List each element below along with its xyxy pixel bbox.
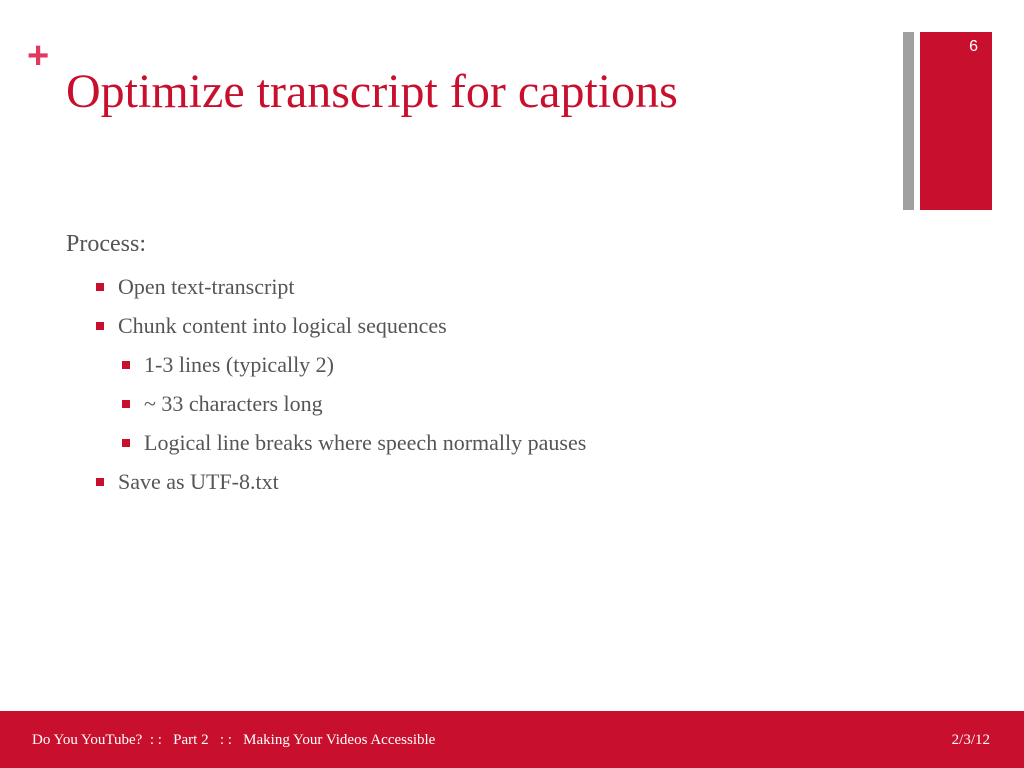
bullet-icon <box>122 361 130 369</box>
bullet-icon <box>96 283 104 291</box>
list-item: 1-3 lines (typically 2) <box>144 352 335 377</box>
slide-number-box <box>920 32 992 210</box>
footer-date: 2/3/12 <box>951 732 990 748</box>
footer-bar <box>0 711 1024 768</box>
list-item: ~ 33 characters long <box>144 391 323 416</box>
list-item: Open text-transcript <box>118 274 295 299</box>
footer-text: Do You YouTube? : : Part 2 : : Making Your Videos Accessible <box>32 732 436 748</box>
list-item: Save as UTF-8.txt <box>118 469 279 494</box>
plus-icon: + <box>27 35 50 77</box>
list-item: Chunk content into logical sequences <box>118 313 447 338</box>
list-item: Logical line breaks where speech normally pauses <box>144 430 587 455</box>
bullet-icon <box>96 322 104 330</box>
process-heading: Process: <box>66 231 146 257</box>
slide-title: Optimize transcript for captions <box>66 65 678 118</box>
decorative-bar <box>903 32 914 210</box>
bullet-icon <box>122 439 130 447</box>
bullet-icon <box>96 478 104 486</box>
bullet-icon <box>122 400 130 408</box>
slide-number: 6 <box>969 38 978 55</box>
